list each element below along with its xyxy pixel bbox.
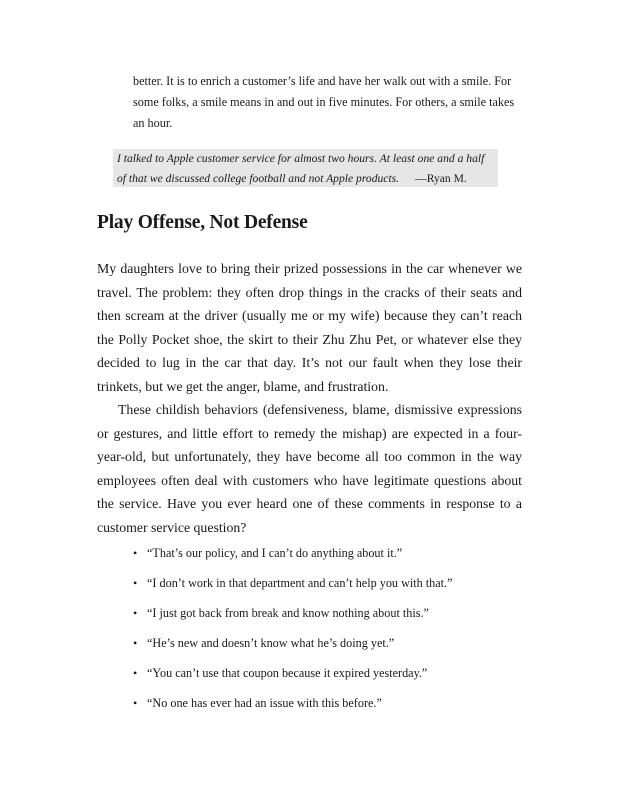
customer-quote-callout bbox=[113, 149, 498, 187]
body-paragraph: These childish behaviors (defensiveness, blame, dismissive expressions or gestures, and little effort to remedy the mishap) are expected in a four-year-old, but unfortunately, they have become all too common in the way employees often deal with customers who have legitimate questions about the service. Have you ever heard one of these comments in response to a customer service question? bbox=[97, 402, 522, 535]
section-body bbox=[97, 257, 522, 539]
list-item-text: “No one has ever had an issue with this before.” bbox=[147, 696, 382, 710]
list-item bbox=[133, 664, 513, 694]
list-item bbox=[133, 574, 513, 604]
intro-paragraph: better. It is to enrich a customer’s life and have her walk out with a smile. For some folks, a smile means in and out in five minutes. For others, a smile takes an hour. bbox=[133, 74, 515, 130]
callout-quote-text: I talked to Apple customer service for almost two hours. At least one and a half of that we discussed college football and not Apple products. bbox=[117, 152, 485, 185]
bullet-icon: • bbox=[133, 606, 138, 620]
list-item-text: “That’s our policy, and I can’t do anything about it.” bbox=[147, 546, 403, 560]
bullet-icon: • bbox=[133, 696, 138, 710]
list-item bbox=[133, 634, 513, 664]
list-item bbox=[133, 694, 513, 724]
section-heading: Play Offense, Not Defense bbox=[97, 212, 308, 233]
customer-comments-list bbox=[133, 544, 513, 724]
list-item bbox=[133, 604, 513, 634]
list-item-text: “I don’t work in that department and can’t help you with that.” bbox=[147, 576, 453, 590]
bullet-icon: • bbox=[133, 576, 138, 590]
bullet-icon: • bbox=[133, 636, 138, 650]
list-item-text: “He’s new and doesn’t know what he’s doing yet.” bbox=[147, 636, 395, 650]
bullet-icon: • bbox=[133, 546, 138, 560]
body-paragraph: My daughters love to bring their prized possessions in the car whenever we travel. The problem: they often drop things in the cracks of their seats and then scream at the driver (usually me or my wife) because they can’t reach the Polly Pocket shoe, the skirt to their Zhu Zhu Pet, or whatever else they decided to lug in the car that day. It’s not our fault when they lose their trinkets, but we get the anger, blame, and frustration. bbox=[97, 261, 522, 394]
bullet-icon: • bbox=[133, 666, 138, 680]
list-item-text: “I just got back from break and know nothing about this.” bbox=[147, 606, 429, 620]
list-item-text: “You can’t use that coupon because it expired yesterday.” bbox=[147, 666, 428, 680]
callout-attribution: —Ryan M. bbox=[415, 171, 467, 185]
list-item bbox=[133, 544, 513, 574]
